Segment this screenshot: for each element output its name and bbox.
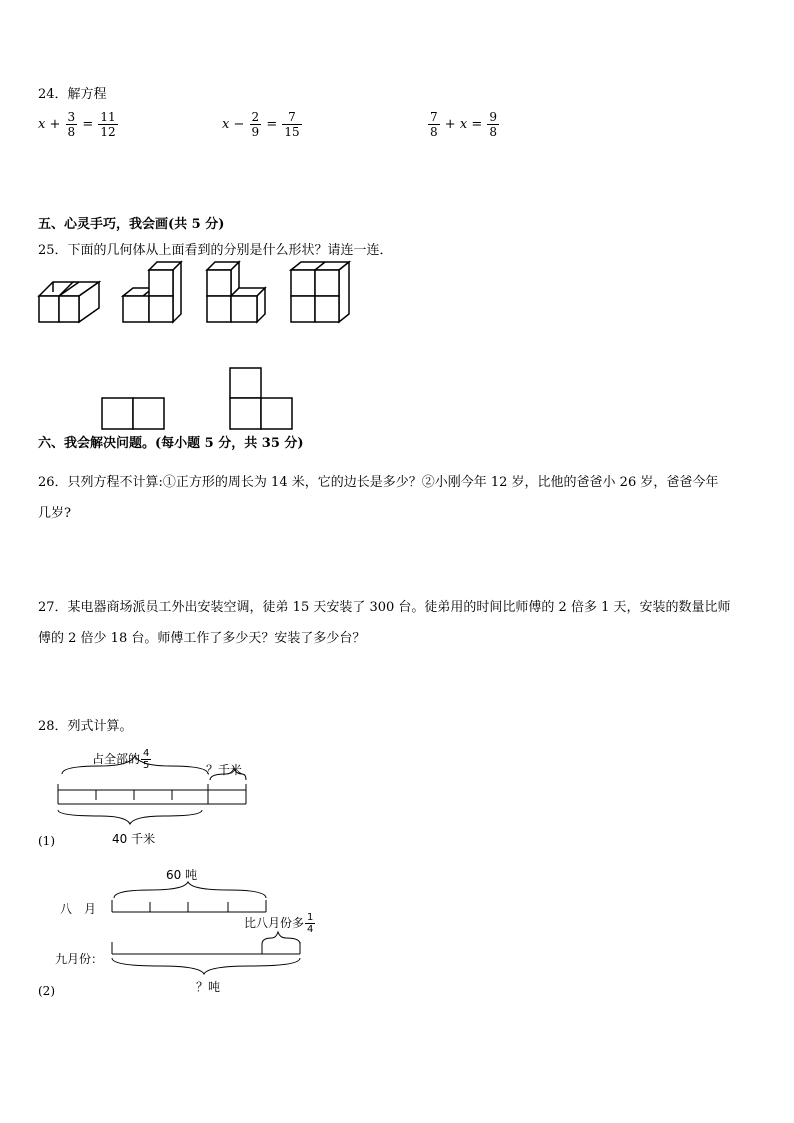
cube-figure-2 [123,262,181,322]
d1-label-bottom: 40 千米 [112,832,156,846]
q26-line-2: 几岁? [38,506,71,521]
bottom-brace [112,958,300,974]
top-view-2 [230,368,292,429]
d2-row-2-label: 九月份： [55,952,104,966]
section-6-heading: 六、我会解决问题。(每小题 5 分，共 35 分) [38,436,304,451]
d2-row-1-label: 八 月 [60,902,97,916]
d2-number: (2) [38,984,55,998]
cube-figure-1 [39,282,99,322]
cube-figures [0,258,380,330]
q27-line-1: 27．某电器商场派员工外出安装空调，徒弟 15 天安装了 300 台。徒弟用的时间比师傅的 2 倍多 1 天，安装的数量比师 [38,600,731,615]
d1-number: (1) [38,834,55,848]
top-view-shapes [0,366,320,432]
d2-label-bottom: ？吨 [196,980,221,994]
q25-title: 25．下面的几何体从上面看到的分别是什么形状？请连一连． [38,243,393,258]
top-view-1 [102,398,164,429]
section-5-heading: 五、心灵手巧，我会画(共 5 分) [38,217,225,232]
q28-title: 28．列式计算。 [38,719,133,734]
cube-figure-3 [207,262,265,322]
equation-2: x − $\frac{2}{9}$ = $\frac{7}{15}$ [222,110,300,139]
d2-label-more: 比八月份多 $\frac{1}{4}$ [244,912,314,935]
top-brace [114,882,266,898]
d2-label-top: 60 吨 [166,868,198,882]
cube-figure-4 [291,262,349,322]
q26-line-1: 26．只列方程不计算:①正方形的周长为 14 米，它的边长是多少？②小刚今年 12 岁，比他的爸爸小 26 岁，爸爸今年 [38,475,719,490]
q27-line-2: 傅的 2 倍少 18 台。师傅工作了多少天？安装了多少台？ [38,631,366,646]
q24-title: 24．解方程 [38,87,107,102]
d1-label-q: ？千米 [206,763,243,777]
equation-1: x + $\frac{3}{8}$ = $\frac{11}{12}$ [38,110,116,139]
d1-label-top: 占全部的 $\frac{4}{5}$ [92,748,150,771]
equation-3: $\frac{7}{8}$ + x = $\frac{9}{8}$ [430,110,497,139]
bottom-brace [58,810,202,824]
